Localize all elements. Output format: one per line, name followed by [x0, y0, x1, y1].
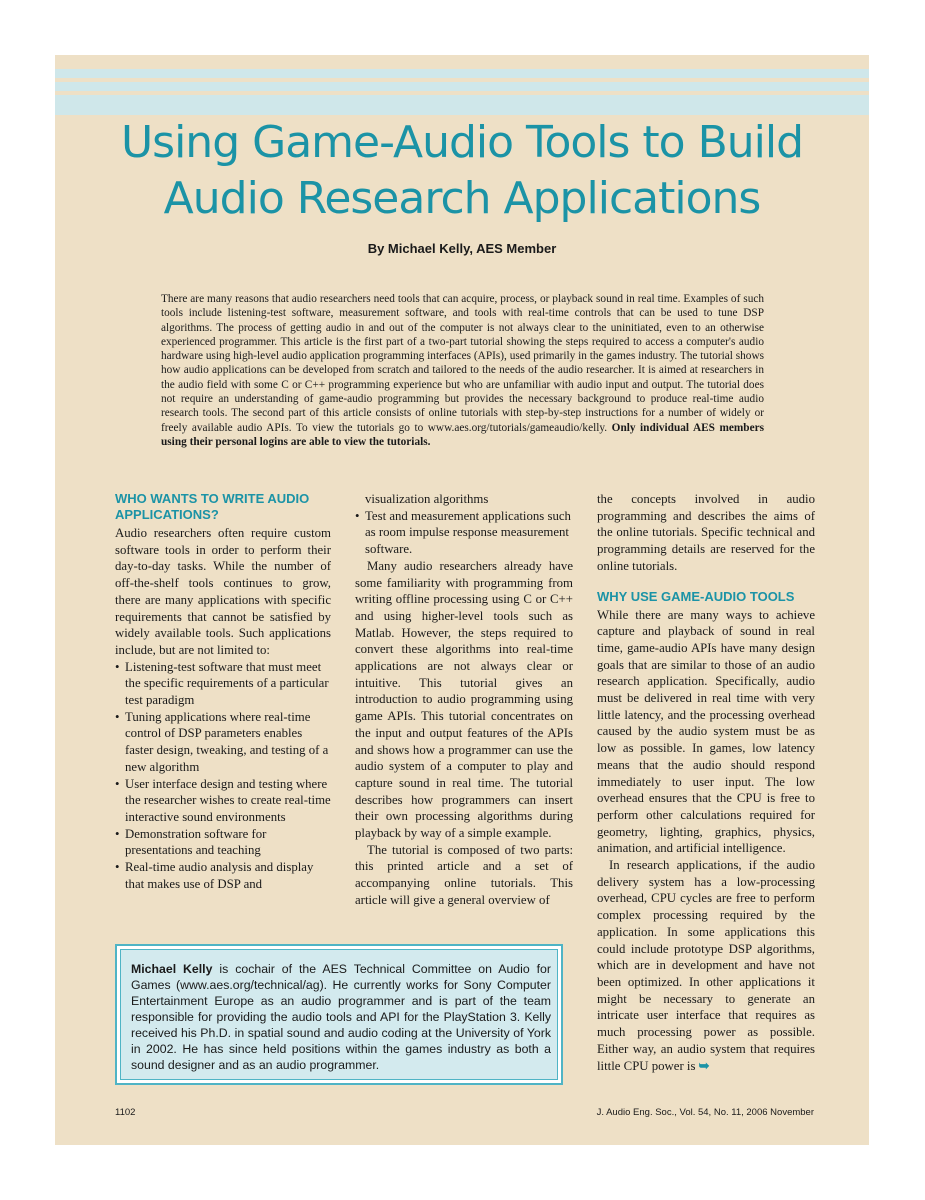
list-continuation: visualization algorithms: [365, 492, 489, 506]
header-band: [55, 95, 869, 115]
list-item: • User interface design and testing where the researcher wishes to create real-time interactive sound environments: [115, 776, 331, 826]
abstract-text: There are many reasons that audio researchers need tools that can acquire, process, or playback sound in real time. Examples of such tools include listening-test software, measurement software, and tools with real-time controls that can be used to tune DSP algorithms. The process of getting audio in and out of the computer is not always clear to the uninitiated, even to an otherwise experienced programmer. This article is the first part of a two-part tutorial showing the steps required to access a computer's audio hardware using high-level audio application programming interfaces (APIs), used primarily in the games industry. The tutorial shows how audio applications can be developed from scratch and tailored to the needs of the audio researcher. It is aimed at researchers in the audio field with some C or C++ programming experience but who are unfamiliar with audio input and output. The tutorial does not require an understanding of game-audio programming but provides the necessary background to produce real-time audio research tools. The second part of this article consists of online tutorials with step-by-step instructions for a number of widely or freely available audio APIs. To view the tutorials go to www.aes.org/tutorials/gameaudio/kelly.: [161, 293, 764, 434]
byline: By Michael Kelly, AES Member: [367, 241, 557, 256]
col2-paragraph-1: Many audio researchers already have some familiarity with programming from writing offline processing using C or C++ and using higher-level tools such as Matlab. However, the steps required to convert these algorithms into real-time applications are not always clear or intuitive. This tutorial gives an introduction to audio programming using game APIs. This tutorial concentrates on the input and output features of the APIs and shows how a programmer can use the audio system of a computer to play and capture sound in real time. The tutorial describes how programmers can insert their own processing algorithms during playback by way of a simple example.: [355, 558, 573, 841]
list-item: • Real-time audio analysis and display that makes use of DSP and: [115, 859, 331, 892]
title-line-2: Audio Research Applications: [163, 173, 761, 224]
article-page: [55, 55, 869, 1145]
author-bio: [131, 961, 551, 1073]
section-heading-why: WHY USE GAME-AUDIO TOOLS: [597, 588, 795, 604]
requirements-list-cont: [355, 508, 573, 558]
col3-paragraph-1: While there are many ways to achieve capture and playback of sound in real time, game-audio APIs have many design goals that are similar to those of an audio research application. Specifically, audio must be delivered in real time with very little latency, and the processing overhead caused by the audio system must be as low as possible. In games, low latency means that the audio should respond immediately to user input. The low overhead ensures that the CPU is free to perform other calculations required for geometry, lighting, graphics, physics, animation, and artificial intelligence.: [597, 607, 815, 856]
column-2: [355, 491, 573, 909]
abstract-bold-note: Only individual AES members using their personal logins are able to view the tutorials.: [161, 421, 764, 448]
author-bio-text: is cochair of the AES Technical Committee on Audio for Games (www.aes.org/technical/ag). He currently works for Sony Computer Entertainment Europe as an audio programmer and is part of the team responsible for providing the audio tools and API for the PlayStation 3. Kelly received his Ph.D. in spatial sound and audio coding at the University of York in 2002. He has since held positions within the games industry as both a sound designer and as an audio programmer.: [131, 962, 551, 1072]
list-item: • Test and measurement applications such as room impulse response measurement software.: [355, 508, 573, 558]
col1-paragraph: Audio researchers often require custom software tools in order to perform their day-to-day tasks. While the number of off-the-shelf tools continues to grow, there are many applications with specific requirements that cannot be satisfied by widely available tools. Such applications include, but are not limited to:: [115, 526, 331, 657]
author-bio-inner: [120, 949, 558, 1080]
column-3: [597, 491, 815, 1074]
column-1: [115, 491, 331, 892]
requirements-list: [115, 659, 331, 893]
section-heading-who: WHO WANTS TO WRITE AUDIO APPLICATIONS?: [115, 491, 310, 522]
list-item: • Tuning applications where real-time control of DSP parameters enables faster design, tweaking, and testing of a new algorithm: [115, 709, 331, 776]
col3-paragraph-2-text: In research applications, if the audio delivery system has a low-processing overhead, CPU cycles are free to perform complex processing required by the application. In some applications this could include prototype DSP algorithms, which are in development and have not been optimized. In other applications it might be necessary to generate an intricate user interface that requires as much processing power as possible. Either way, an audio system that requires little CPU power is: [597, 858, 815, 1073]
list-item: • Listening-test software that must meet the specific requirements of a particular test paradigm: [115, 659, 331, 709]
author-name: Michael Kelly: [131, 962, 213, 976]
header-band: [55, 69, 869, 78]
col3-paragraph-2: [597, 857, 815, 1074]
continue-arrow-icon: ➥: [698, 1058, 710, 1073]
journal-citation: J. Audio Eng. Soc., Vol. 54, No. 11, 2006 November: [596, 1107, 814, 1118]
page-number: 1102: [115, 1107, 136, 1118]
title-line-1: Using Game-Audio Tools to Build: [120, 117, 804, 168]
col3-paragraph-0: the concepts involved in audio programming and describes the aims of the online tutorials. Specific technical and programming details are reserved for the online tutorials.: [597, 492, 815, 573]
list-item: • Demonstration software for presentations and teaching: [115, 826, 331, 859]
article-title: [55, 115, 869, 227]
header-band: [55, 82, 869, 91]
col2-paragraph-2: The tutorial is composed of two parts: this printed article and a set of accompanying online tutorials. This article will give a general overview of: [355, 842, 573, 907]
author-bio-box: [115, 944, 563, 1085]
abstract: [161, 292, 764, 449]
